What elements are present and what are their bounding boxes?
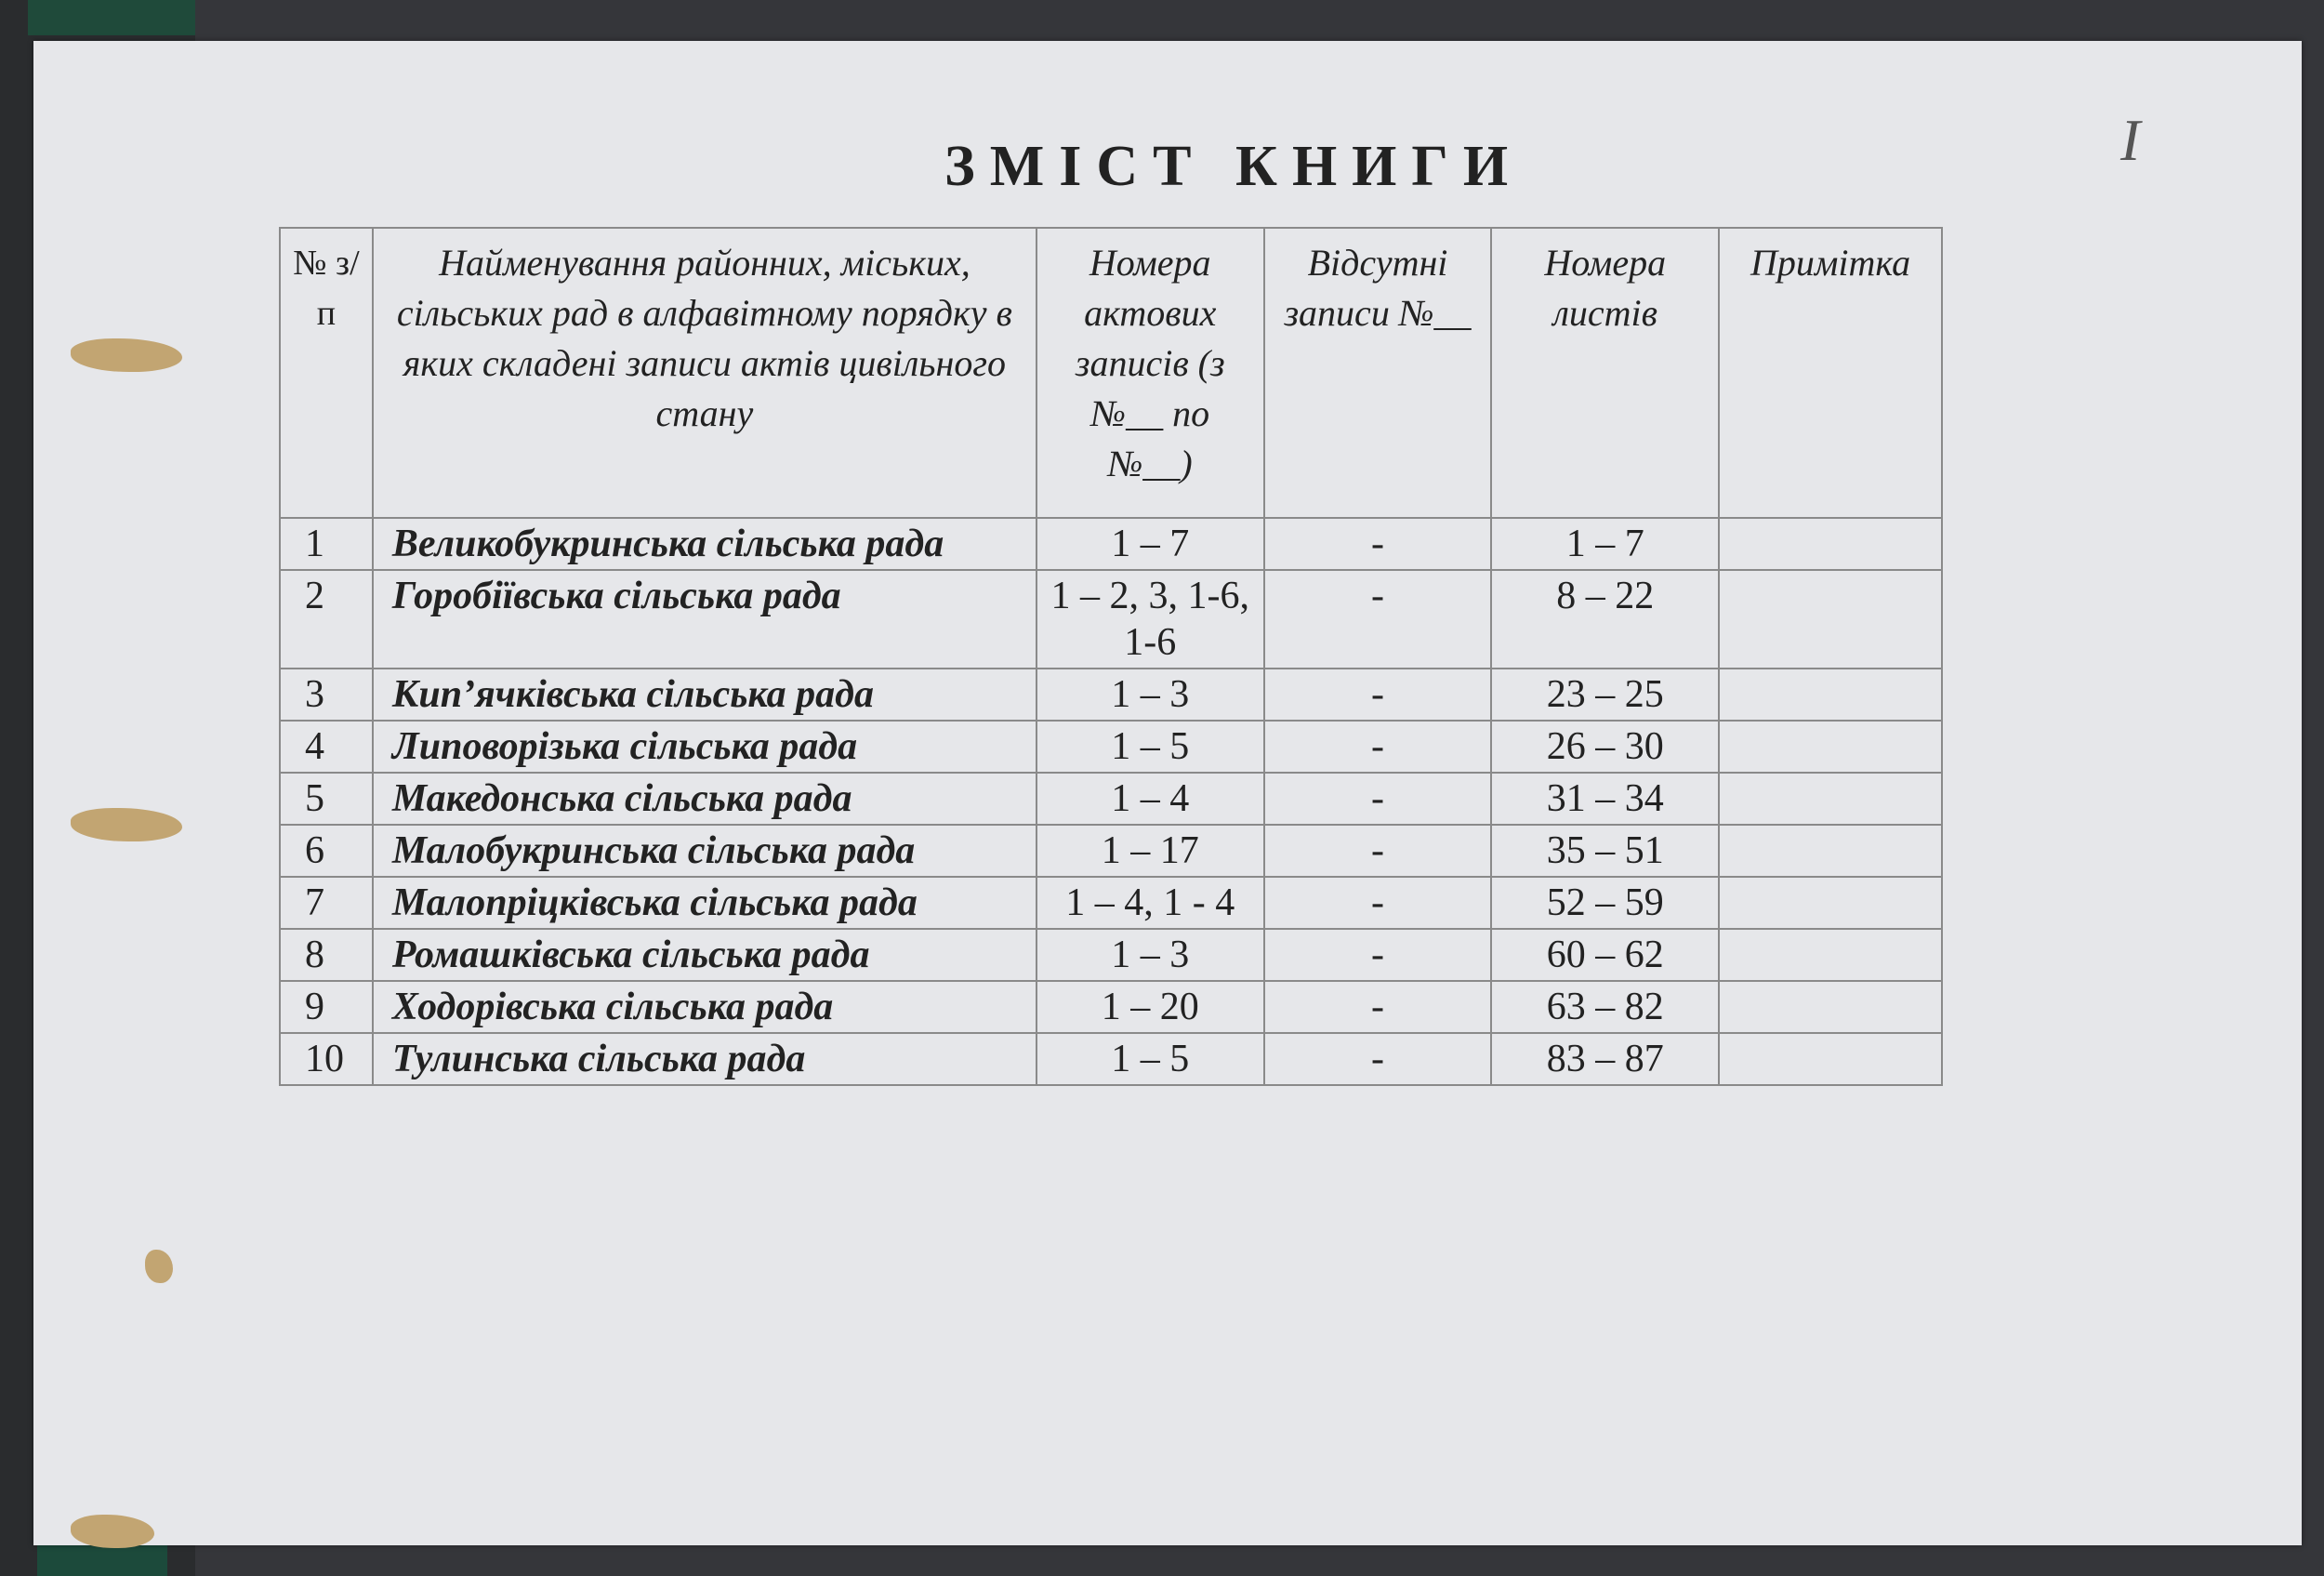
row-number: 7 [280,877,373,929]
note [1719,669,1942,721]
council-name: Малопріцківська сільська рада [373,877,1037,929]
council-name: Ходорівська сільська рада [373,981,1037,1033]
act-numbers: 1 – 5 [1037,1033,1264,1085]
table-row [280,877,1942,929]
note [1719,721,1942,773]
row-number: 10 [280,1033,373,1085]
header-note: Примітка [1719,228,1942,518]
act-numbers: 1 – 17 [1037,825,1264,877]
header-missing: Відсутні записи №__ [1264,228,1492,518]
header-name: Найменування районних, міських, сільських рад в алфавітному порядку в яких складені записи актів цивільного стану [373,228,1037,518]
act-numbers: 1 – 4, 1 - 4 [1037,877,1264,929]
note [1719,877,1942,929]
binding-tab-top [28,0,195,35]
council-name: Македонська сільська рада [373,773,1037,825]
row-number: 2 [280,570,373,669]
act-numbers: 1 – 4 [1037,773,1264,825]
table-row [280,1033,1942,1085]
row-number: 3 [280,669,373,721]
missing-records: - [1264,773,1492,825]
table-row [280,669,1942,721]
missing-records: - [1264,929,1492,981]
council-name: Липоворізька сільська рада [373,721,1037,773]
row-number: 9 [280,981,373,1033]
missing-records: - [1264,1033,1492,1085]
act-numbers: 1 – 7 [1037,518,1264,570]
sheet-numbers: 1 – 7 [1491,518,1719,570]
table-row [280,773,1942,825]
note [1719,1033,1942,1085]
missing-records: - [1264,669,1492,721]
table-row [280,570,1942,669]
page-title: ЗМІСТ КНИГИ [944,135,1524,198]
binding-hole [71,338,182,372]
table-row [280,825,1942,877]
council-name: Ромашківська сільська рада [373,929,1037,981]
row-number: 5 [280,773,373,825]
table-row [280,721,1942,773]
act-numbers: 1 – 2, 3, 1-6, 1-6 [1037,570,1264,669]
sheet-numbers: 35 – 51 [1491,825,1719,877]
sheet-numbers: 52 – 59 [1491,877,1719,929]
act-numbers: 1 – 20 [1037,981,1264,1033]
row-number: 1 [280,518,373,570]
council-name: Кип’ячківська сільська рада [373,669,1037,721]
binding-hole [71,808,182,841]
act-numbers: 1 – 5 [1037,721,1264,773]
sheet-numbers: 23 – 25 [1491,669,1719,721]
sheet-numbers: 83 – 87 [1491,1033,1719,1085]
table-row [280,929,1942,981]
missing-records: - [1264,570,1492,669]
binding-hole [145,1250,173,1283]
header-number: № з/п [280,228,373,518]
contents-table [279,227,1943,1086]
header-act-numbers: Номера актових записів (з №__ по №__) [1037,228,1264,518]
header-sheet-numbers: Номера листів [1491,228,1719,518]
row-number: 8 [280,929,373,981]
sheet-numbers: 26 – 30 [1491,721,1719,773]
council-name: Тулинська сільська рада [373,1033,1037,1085]
missing-records: - [1264,825,1492,877]
note [1719,929,1942,981]
note [1719,518,1942,570]
document-page [33,41,2302,1545]
council-name: Великобукринська сільська рада [373,518,1037,570]
binding-hole [71,1515,154,1548]
row-number: 6 [280,825,373,877]
table-row [280,981,1942,1033]
table-header-row [280,228,1942,518]
row-number: 4 [280,721,373,773]
council-name: Малобукринська сільська рада [373,825,1037,877]
missing-records: - [1264,877,1492,929]
council-name: Горобіївська сільська рада [373,570,1037,669]
note [1719,773,1942,825]
sheet-numbers: 63 – 82 [1491,981,1719,1033]
act-numbers: 1 – 3 [1037,929,1264,981]
note [1719,825,1942,877]
sheet-numbers: 60 – 62 [1491,929,1719,981]
missing-records: - [1264,518,1492,570]
sheet-numbers: 8 – 22 [1491,570,1719,669]
act-numbers: 1 – 3 [1037,669,1264,721]
table-row [280,518,1942,570]
corner-mark: Ι [2120,107,2141,173]
note [1719,981,1942,1033]
missing-records: - [1264,981,1492,1033]
sheet-numbers: 31 – 34 [1491,773,1719,825]
missing-records: - [1264,721,1492,773]
note [1719,570,1942,669]
